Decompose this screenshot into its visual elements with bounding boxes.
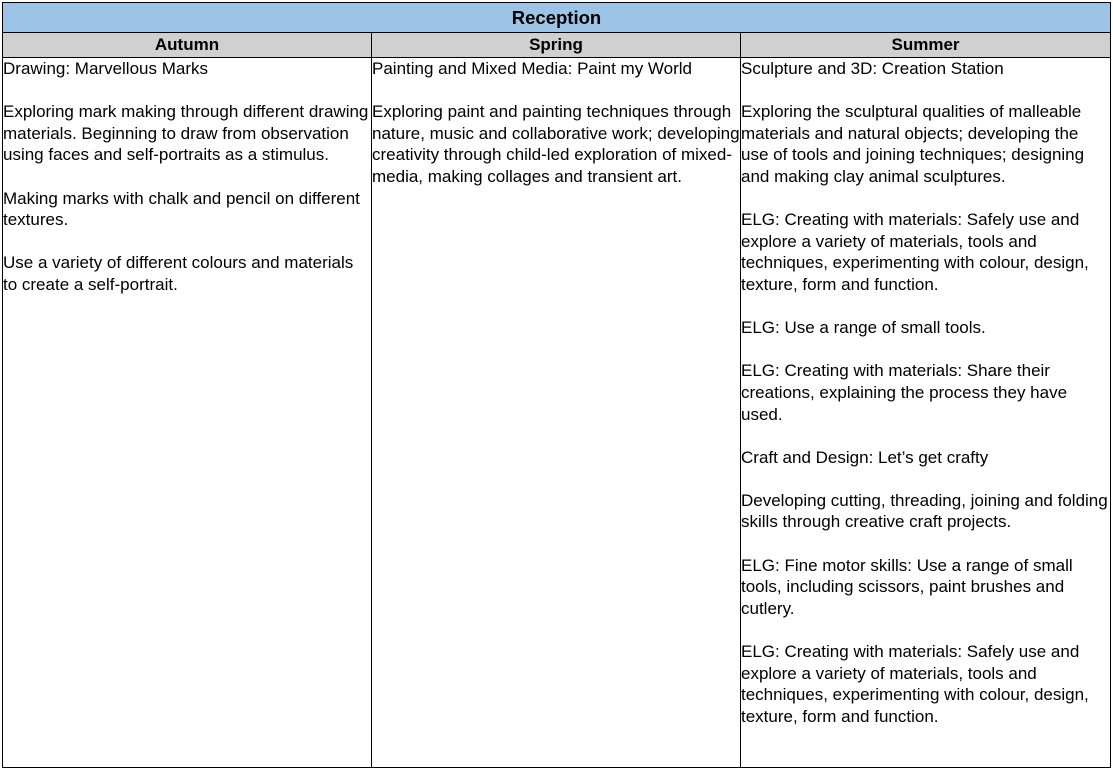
autumn-cell [3,58,372,768]
spring-cell [372,58,741,768]
summer-elg: ELG: Fine motor skills: Use a range of small tools, including scissors, paint brushes and cutlery. [741,555,1073,618]
summer-elg: ELG: Creating with materials: Share their creations, explaining the process they have used. [741,361,1068,424]
summer-elg: ELG: Creating with materials: Safely use and explore a variety of materials, tools and techniques, experimenting with colour, design, texture, form and function. [741,210,1089,294]
summer-elg: ELG: Creating with materials: Safely use and explore a variety of materials, tools and techniques, experimenting with colour, design, texture, form and function. [741,642,1089,726]
autumn-unit-title: Drawing: Marvellous Marks [3,59,208,78]
spring-unit-title: Painting and Mixed Media: Paint my World [372,59,693,78]
header-summer: Summer [741,33,1111,58]
title-row [3,3,1111,33]
summer-unit-title: Craft and Design: Let’s get crafty [741,447,989,467]
autumn-paragraph: Exploring mark making through different drawing materials. Beginning to draw from observation using faces and self-portraits as a stimulus. [3,102,369,165]
autumn-paragraph: Making marks with chalk and pencil on different textures. [3,188,360,230]
table-title: Reception [3,3,1111,33]
curriculum-table [2,2,1111,768]
season-header-row [3,33,1111,58]
content-row [3,58,1111,768]
summer-unit-title: Sculpture and 3D: Creation Station [741,59,1004,78]
summer-paragraph: Developing cutting, threading, joining and folding skills through creative craft projects. [741,490,1108,532]
summer-elg: ELG: Use a range of small tools. [741,318,986,338]
spring-paragraph: Exploring paint and painting techniques through nature, music and collaborative work; developing creativity through child-led exploration of mixed-media, making collages and transient art. [372,102,740,186]
header-autumn: Autumn [3,33,372,58]
summer-paragraph: Exploring the sculptural qualities of malleable materials and natural objects; developing the use of tools and joining techniques; designing and making clay animal sculptures. [741,102,1085,186]
autumn-paragraph: Use a variety of different colours and materials to create a self-portrait. [3,253,354,294]
summer-cell [741,58,1111,768]
header-spring: Spring [372,33,741,58]
